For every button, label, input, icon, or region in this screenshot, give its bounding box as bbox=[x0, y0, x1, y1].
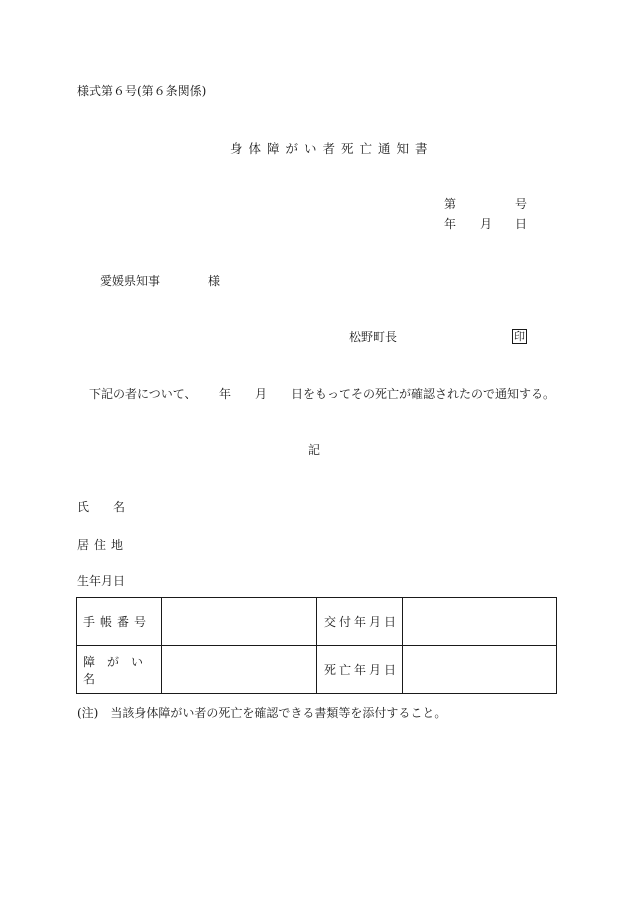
seal-box bbox=[512, 329, 527, 344]
body-text-year: 年 bbox=[219, 387, 232, 401]
seal-mark: 印 bbox=[514, 330, 525, 343]
sender-name: 松野町長 bbox=[349, 330, 398, 344]
death-date-label: 死亡年月日 bbox=[317, 646, 403, 694]
date-day: 日 bbox=[515, 217, 528, 231]
disability-name-value[interactable] bbox=[162, 646, 317, 694]
body-text-part1: 下記の者について、 bbox=[89, 387, 197, 401]
note: (注) 当該身体障がい者の死亡を確認できる書類等を添付すること。 bbox=[77, 706, 447, 720]
form-number: 様式第６号(第６条関係) bbox=[77, 84, 207, 98]
field-name-a: 氏 bbox=[77, 500, 90, 514]
body-text-part2: 日をもってその死亡が確認されたので通知する。 bbox=[291, 387, 556, 401]
field-residence: 居住地 bbox=[77, 538, 129, 552]
disability-name-label: 障がい名 bbox=[77, 646, 162, 694]
table-row bbox=[77, 646, 557, 694]
field-birthdate: 生年月日 bbox=[77, 574, 126, 588]
date-month: 月 bbox=[480, 217, 493, 231]
addressee-honorific: 様 bbox=[208, 274, 221, 288]
addressee-name: 愛媛県知事 bbox=[100, 274, 161, 288]
doc-number-prefix: 第 bbox=[444, 197, 457, 211]
info-table bbox=[76, 597, 557, 694]
death-date-value[interactable] bbox=[403, 646, 557, 694]
body-text-month: 月 bbox=[255, 387, 268, 401]
table-row bbox=[77, 598, 557, 646]
issue-date-value[interactable] bbox=[403, 598, 557, 646]
ki-label: 記 bbox=[308, 443, 321, 457]
notebook-number-value[interactable] bbox=[162, 598, 317, 646]
document-title: 身体障がい者死亡通知書 bbox=[230, 141, 434, 156]
doc-number-suffix: 号 bbox=[515, 197, 528, 211]
notebook-number-label: 手帳番号 bbox=[77, 598, 162, 646]
issue-date-label: 交付年月日 bbox=[317, 598, 403, 646]
date-year: 年 bbox=[444, 217, 457, 231]
field-name-b: 名 bbox=[113, 500, 126, 514]
